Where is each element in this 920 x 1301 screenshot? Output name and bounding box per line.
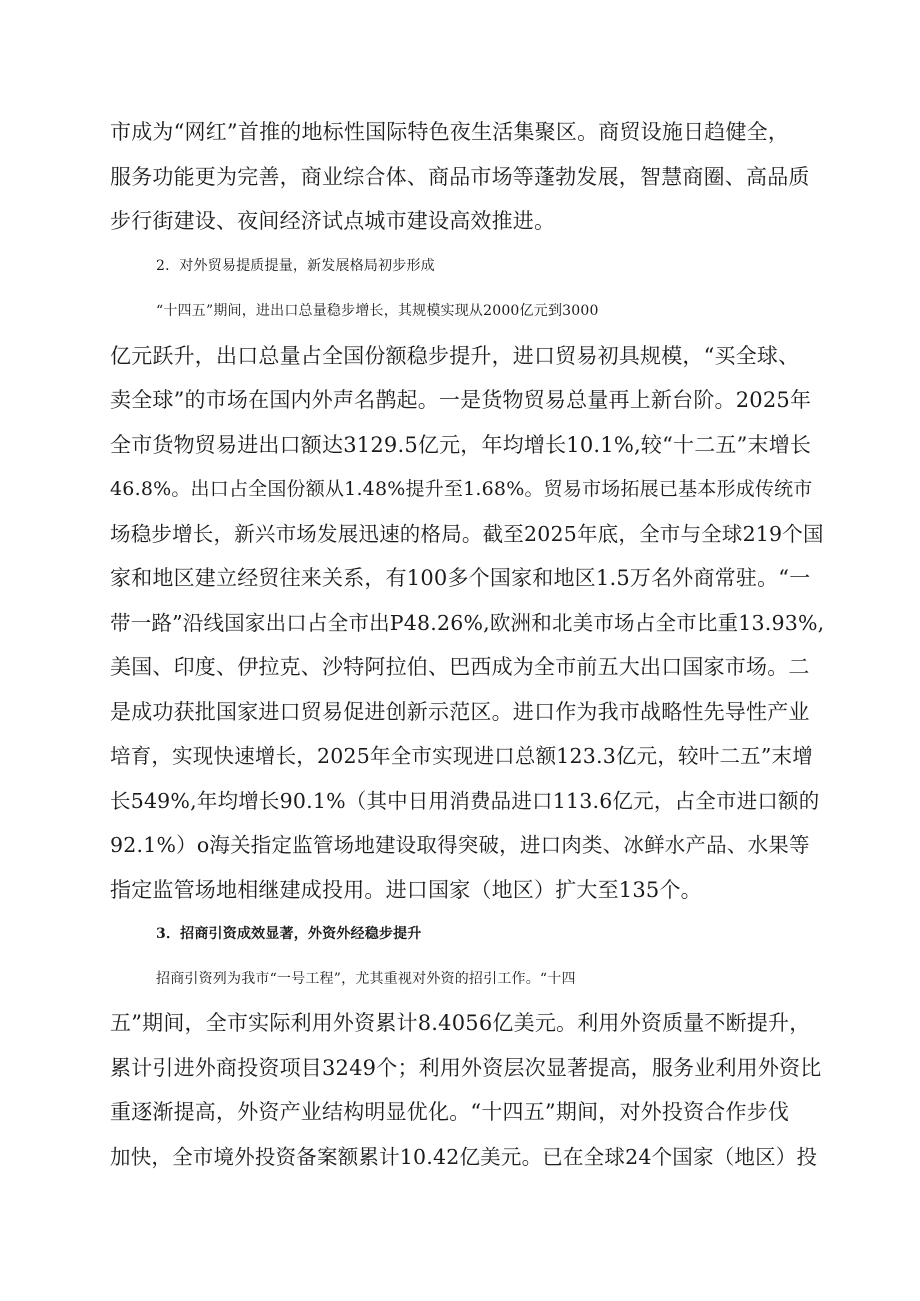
body-text-line: 场稳步增长，新兴市场发展迅速的格局。截至2025年底，全市与全球219个国 [110,522,824,546]
body-text-line: 指定监管场地相继建成投用。进口国家（地区）扩大至135个。 [110,878,702,902]
body-text-line: 是成功获批国家进口贸易促进创新示范区。进口作为我市战略性先导性产业 [110,700,810,724]
paragraph-first-line: 招商引资列为我市“一号工程”，尤其重视对外资的招引工作。“十四 [156,971,576,987]
body-text-line: 加快，全市境外投资备案额累计10.42亿美元。已在全球24个国家（地区）投 [110,1145,818,1169]
body-text-line: 服务功能更为完善，商业综合体、商品市场等蓬勃发展，智慧商圈、高品质 [110,165,810,189]
body-text-line: 家和地区建立经贸往来关系，有100多个国家和地区1.5万名外商常驻。“一 [110,566,811,590]
body-text-line: 培育，实现快速增长，2025年全市实现进口总额123.3亿元，较叶二五”末增 [110,744,813,768]
paragraph-first-line: “十四五”期间，进出口总量稳步增长，其规模实现从2000亿元到3000 [156,303,599,319]
body-text-line: 累计引进外商投资项目3249个；利用外资层次显著提高，服务业利用外资比 [110,1056,822,1080]
body-text-line: 重逐渐提高，外资产业结构明显优化。“十四五”期间，对外投资合作步伐 [110,1100,790,1124]
body-text-line: 美国、印度、伊拉克、沙特阿拉伯、巴西成为全市前五大出口国家市场。二 [110,655,810,679]
section-heading: 3．招商引资成效显著，外资外经稳步提升 [156,926,422,942]
body-text-line: 92.1%）o海关指定监管场地建设取得突破，进口肉类、冰鲜水产品、水果等 [110,833,810,857]
section-heading: 2．对外贸易提质提量，新发展格局初步形成 [156,258,435,274]
body-text-line: 市成为“网红”首推的地标性国际特色夜生活集聚区。商贸设施日趋健全， [110,120,790,144]
body-text-line: 步行街建设、夜间经济试点城市建设高效推进。 [110,209,556,233]
body-text-line: 卖全球”的市场在国内外声名鹊起。一是货物贸易总量再上新台阶。2025年 [110,388,812,412]
body-text-line: 46.8%。出口占全国份额从1.48%提升至1.68%。贸易市场拓展已基本形成传统市 [110,478,813,500]
body-text-line: 长549%,年均增长90.1%（其中日用消费品进口113.6亿元，占全市进口额的 [110,789,820,813]
body-text-line: 五”期间，全市实际利用外资累计8.4056亿美元。利用外资质量不断提升， [110,1011,811,1035]
body-text-line: 亿元跃升，出口总量占全国份额稳步提升，进口贸易初具规模，“买全球、 [110,344,800,368]
body-text-line: 带一路”沿线国家出口占全市出P48.26%,欧洲和北美市场占全市比重13.93%, [110,611,825,635]
body-text-line: 全市货物贸易进出口额达3129.5亿元，年均增长10.1%,较“十二五”末增长 [110,433,812,457]
